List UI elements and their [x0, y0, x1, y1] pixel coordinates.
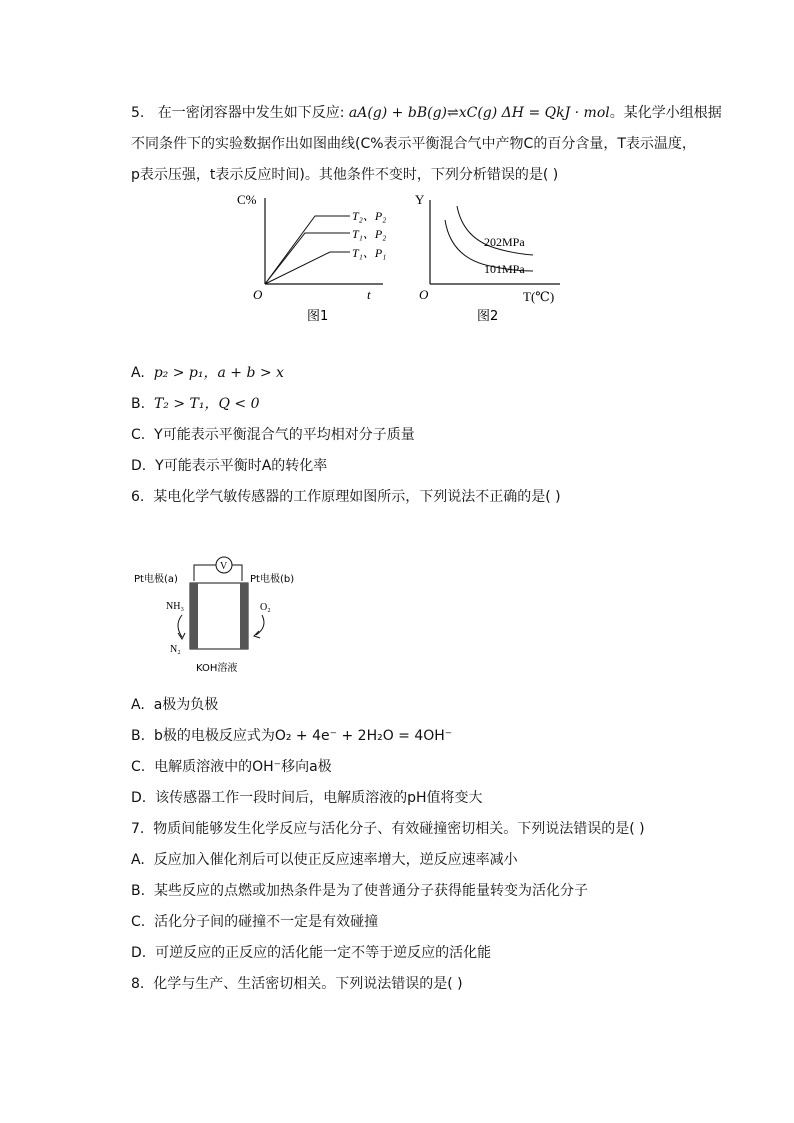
q6-number: 6.: [131, 489, 145, 505]
q6-option-a-letter: A.: [131, 697, 145, 713]
fig1-label-t1p1: T₁、P₁: [352, 246, 387, 260]
q7-stem-text: 物质间能够发生化学反应与活化分子、有效碰撞密切相关。下列说法错误的是( ): [153, 821, 645, 837]
q5-number: 5.: [131, 105, 145, 121]
q6-option-d-text: 该传感器工作一段时间后，电解质溶液的pH值将变大: [155, 790, 483, 806]
gas-o2-label: O₂: [260, 602, 271, 613]
voltmeter-label: V: [220, 561, 228, 572]
q6-sensor-figure: [128, 553, 295, 683]
arrow-o2-in: [256, 615, 264, 635]
q5-option-c: [131, 425, 415, 445]
fig2-label-202mpa: 202MPa: [484, 235, 525, 249]
q6-option-c: [131, 757, 332, 777]
q7-option-c: [131, 912, 378, 932]
q6-option-d: [131, 788, 483, 808]
q6-stem: [131, 487, 561, 507]
fig2-xlabel: T(℃): [523, 289, 555, 304]
q5-option-a-letter: A.: [131, 365, 145, 381]
electrode-a: [190, 583, 198, 649]
fig1-label-t2p2: T₂、P₂: [352, 209, 387, 223]
q6-option-c-letter: C.: [131, 759, 146, 775]
q8-stem: [131, 974, 463, 994]
gas-nh3-label: NH₃: [166, 601, 184, 612]
electrode-a-label: Pt电极(a): [134, 574, 178, 585]
q6-option-b-letter: B.: [131, 728, 146, 744]
q7-option-b-text: 某些反应的点燃或加热条件是为了使普通分子获得能量转变为活化分子: [153, 883, 588, 899]
fig2-label-101mpa: 101MPa: [484, 262, 525, 276]
q7-option-b: [131, 881, 588, 901]
q7-option-a: [131, 850, 518, 870]
q5-stem-text: 在一密闭容器中发生如下反应:: [157, 105, 345, 121]
q6-stem-text: 某电化学气敏传感器的工作原理如图所示，下列说法不正确的是( ): [153, 489, 561, 505]
q7-option-d-text: 可逆反应的正反应的活化能一定不等于逆反应的活化能: [155, 945, 492, 961]
fig2-ylabel: Y: [415, 192, 425, 207]
q5-stem-line2: 不同条件下的实验数据作出如图曲线(C%表示平衡混合气中产物C的百分含量，T表示温度，: [131, 136, 696, 152]
sensor-wire-left: [194, 565, 216, 581]
q6-option-d-letter: D.: [131, 790, 147, 806]
q7-option-c-letter: C.: [131, 914, 146, 930]
q6-option-c-text: 电解质溶液中的OH⁻移向a极: [154, 759, 332, 775]
fig2-origin: O: [419, 287, 429, 302]
q7-option-d: [131, 943, 491, 963]
q6-option-b-text: b极的电极反应式为O₂ + 4e⁻ + 2H₂O = 4OH⁻: [153, 728, 453, 744]
q5-stem-line3: p表示压强，t表示反应时间)。其他条件不变时，下列分析错误的是( ): [131, 167, 559, 183]
q7-stem: [131, 819, 645, 839]
q5-option-c-text: Y可能表示平衡混合气的平均相对分子质量: [154, 427, 415, 443]
fig1-origin: O: [253, 287, 263, 302]
electrolyte-label: KOH溶液: [196, 663, 238, 674]
q5-option-d-text: Y可能表示平衡时A的转化率: [155, 458, 328, 474]
q8-number: 8.: [131, 976, 145, 992]
electrode-b: [240, 583, 248, 649]
q5-option-d: [131, 456, 327, 476]
sensor-cell: [190, 583, 248, 649]
fig2-caption: 图2: [477, 309, 499, 324]
q7-option-d-letter: D.: [131, 945, 147, 961]
q7-option-c-text: 活化分子间的碰撞不一定是有效碰撞: [154, 914, 379, 930]
fig1-caption: 图1: [307, 309, 329, 324]
q7-number: 7.: [131, 821, 145, 837]
q5-option-c-letter: C.: [131, 427, 146, 443]
q5-option-b-letter: B.: [131, 396, 146, 412]
q6-option-a-text: a极为负极: [153, 697, 219, 713]
q5-option-a: [131, 363, 284, 383]
q5-stem-tail: 。某化学小组根据: [609, 105, 722, 121]
q5-stem-line1: [131, 103, 722, 123]
q8-stem-text: 化学与生产、生活密切相关。下列说法错误的是( ): [153, 976, 463, 992]
q5-option-d-letter: D.: [131, 458, 147, 474]
fig1-xlabel: t: [367, 287, 371, 302]
q7-option-b-letter: B.: [131, 883, 146, 899]
sensor-wire-right: [232, 565, 242, 581]
fig1-ylabel: C%: [237, 192, 257, 207]
fig1-curve-t1p2: [265, 233, 350, 284]
q7-option-a-text: 反应加入催化剂后可以使正反应速率增大，逆反应速率减小: [153, 852, 518, 868]
q5-figure1: [225, 188, 395, 328]
electrode-b-label: Pt电极(b): [250, 574, 295, 585]
q5-reaction-equation: aA(g) + bB(g)⇌xC(g) ΔH = QkJ · mol: [348, 105, 610, 121]
gas-n2-label: N₂: [170, 644, 181, 655]
q5-option-b: [131, 394, 260, 414]
fig1-label-t1p2: T₁、P₂: [352, 227, 387, 241]
q5-option-a-text: p₂ > p₁，a + b > x: [153, 365, 284, 381]
q5-figure2: [405, 188, 565, 328]
q5-option-b-text: T₂ > T₁，Q < 0: [153, 396, 260, 412]
q7-option-a-letter: A.: [131, 852, 145, 868]
fig1-curve-t2p2: [265, 216, 350, 284]
q6-option-a: [131, 695, 218, 715]
q6-option-b: [131, 726, 452, 746]
